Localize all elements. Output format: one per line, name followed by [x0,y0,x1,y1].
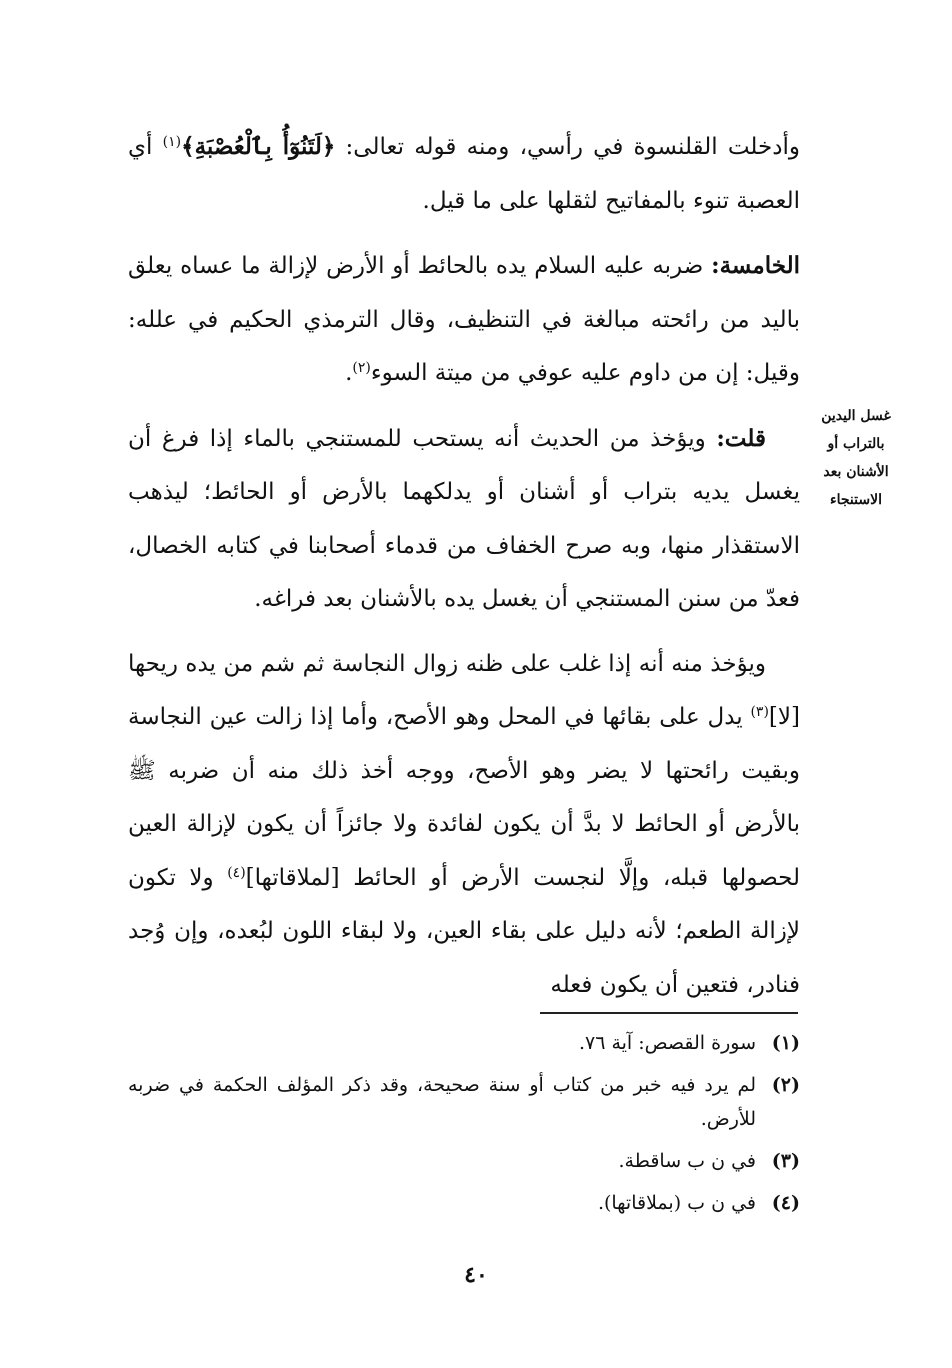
paragraph-4-text-c: ولا تكون لإزالة الطعم؛ لأنه دليل على بقاء العين، ولا لبقاء اللون لبُعده، وإن وُجد فنادر، فتعين أن يكون فعله [128,864,800,998]
footnote-3-number: (٣) [771,1150,800,1172]
footnote-4-text: في ن ب (بملاقاتها). [597,1192,756,1214]
paragraph-3-lead: قلت: [716,424,766,452]
quran-verse: ﴿لَتَنُوٓأُ بِٱلْعُصْبَةِ﴾ [181,133,336,160]
main-text [128,120,800,1023]
paragraph-1-text-b: أي العصبة تنوء بالمفاتيح لثقلها على ما قيل. [128,134,800,214]
footnote-1 [128,1026,800,1060]
paragraph-4 [128,638,800,1013]
footnote-ref-1: (١) [162,134,182,150]
paragraph-1-text-a: وأدخلت القلنسوة في رأسي، ومنه قوله تعالى: [335,134,800,160]
footnote-1-text: سورة القصص: آية ٧٦. [578,1032,756,1054]
paragraph-2-lead: الخامسة: [711,252,800,279]
footnote-ref-4: (٤) [227,864,246,881]
margin-note-line-4: الاستنجاء [830,492,882,508]
footnote-1-number: (١) [771,1032,800,1054]
margin-note-line-3: الأشنان بعد [823,464,889,480]
footnote-4-number: (٤) [771,1192,800,1214]
footnote-4 [128,1186,800,1220]
paragraph-3-text: ويؤخذ من الحديث أنه يستحب للمستنجي بالماء إذا فرغ أن يغسل يديه بتراب أو أشنان أو يدلكهما بالأرض أو الحائط؛ ليذهب الاستقذار منها، وبه صرح الخفاف من قدماء أصحابنا في كتابه الخصال، فعدّ من سنن المستنجي أن يغسل يده بالأشنان بعد فراغه. [128,425,800,612]
footnote-2-text: لم يرد فيه خبر من كتاب أو سنة صحيحة، وقد ذكر المؤلف الحكمة في ضربه للأرض. [128,1074,756,1130]
footnote-ref-2: (٢) [352,360,371,376]
footnote-3 [128,1144,800,1178]
page-number: ٤٠ [464,1262,488,1288]
paragraph-4-text-a: ويؤخذ منه أنه إذا غلب على ظنه زوال النجاسة ثم شم من يده ريحها [لا] [128,650,800,730]
footnote-divider [540,1012,798,1014]
margin-note-line-1: غسل اليدين [821,408,891,424]
paragraph-4-text-b: يدل على بقائها في المحل وهو الأصح، وأما إذا زالت عين النجاسة وبقيت رائحتها لا يضر وهو الأصح، ووجه أخذ ذلك منه أن ضربه ﷺ بالأرض أو الحائط لا بدَّ أن يكون لفائدة ولا جائزاً أن يكون لإزالة العين لحصولها قبله، وإلَّا لنجست الأرض أو الحائط [لملاقاتها] [128,704,800,891]
margin-note-line-2: بالتراب أو [827,436,885,452]
footnotes [128,1026,800,1228]
footnote-2 [128,1068,800,1136]
paragraph-2 [128,239,800,401]
footnote-3-text: في ن ب ساقطة. [618,1150,756,1172]
paragraph-2-end: . [345,360,353,386]
paragraph-3 [128,412,800,627]
paragraph-1 [128,120,800,228]
margin-note [808,402,904,514]
footnote-2-number: (٢) [771,1074,800,1096]
paragraph-2-text: ضربه عليه السلام يده بالحائط أو الأرض لإزالة ما عساه يعلق باليد من رائحته مبالغة في التنظيف، وقال الترمذي الحكيم في علله: وقيل: إن من داوم عليه عوفي من ميتة السوء [128,253,800,386]
footnote-ref-3: (٣) [750,704,769,720]
